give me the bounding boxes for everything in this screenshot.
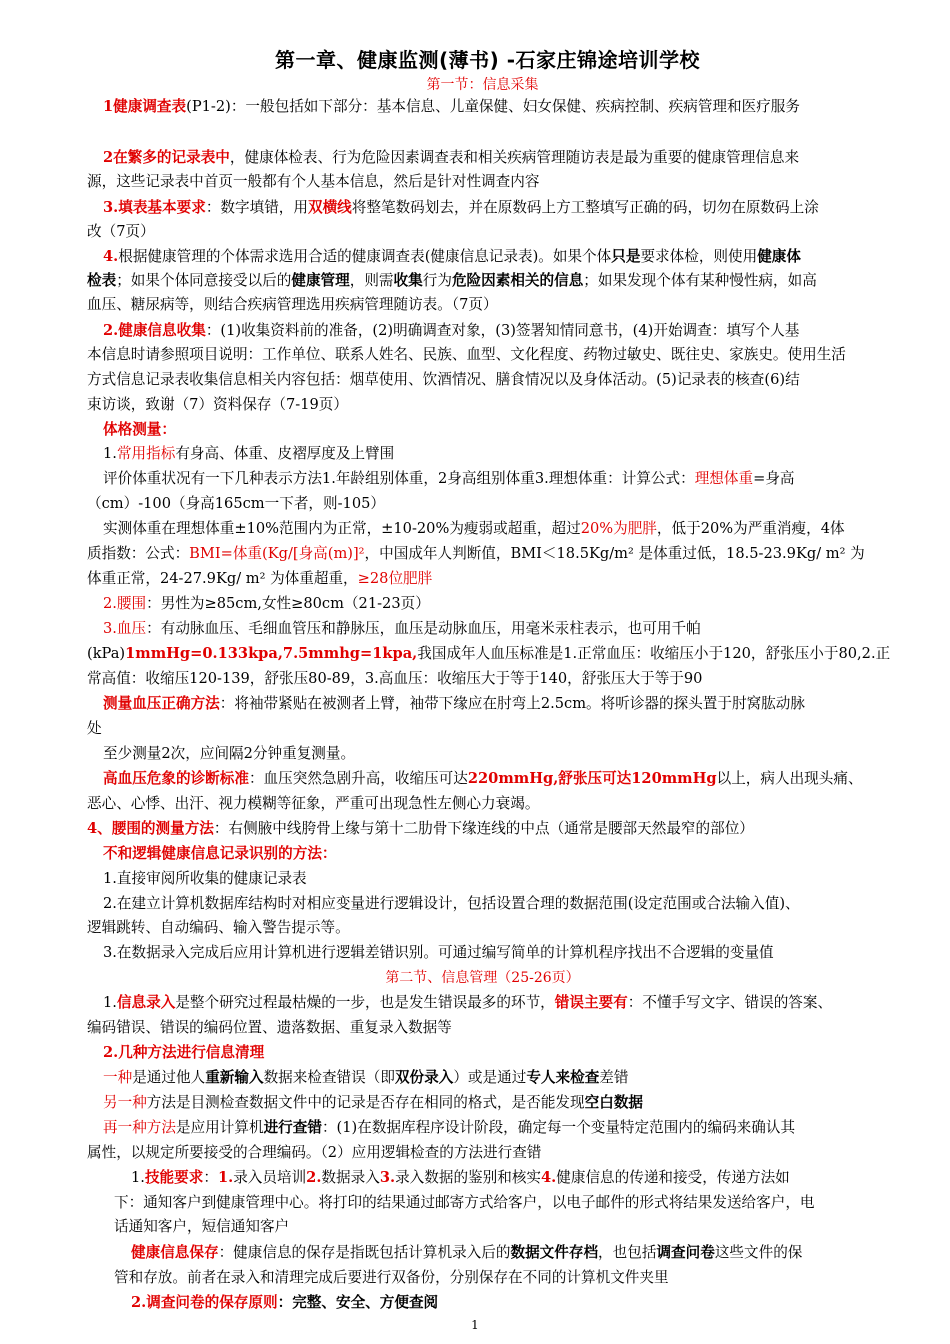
- paragraph-cleaning-method-3-line2: 属性，以规定所要接受的合理编码。（2）应用逻辑检查的方法进行查错: [87, 1144, 542, 1161]
- paragraph-health-survey: 1健康调查表(P1-2)：一般包括如下部分：基本信息、儿童保健、妇女保健、疾病控制、疾病管理和医疗服务: [103, 98, 800, 115]
- paragraph-data-entry-line1: 1.信息录入是整个研究过程最枯燥的一步，也是发生错误最多的环节，错误主要有：不懂手写文字、错误的答案、: [103, 994, 833, 1011]
- paragraph-select-form-line3: 血压、糖尿病等，则结合疾病管理选用疾病管理随访表。（7页）: [87, 296, 498, 313]
- paragraph-info-collect-line4: 束访谈，致谢（7）资料保存（7-19页）: [87, 396, 348, 413]
- paragraph-bp-method-line1: 测量血压正确方法：将袖带紧贴在被测者上臂，袖带下缘应在肘弯上2.5cm。将听诊器的探头置于肘窝肱动脉: [103, 695, 805, 712]
- paragraph-select-form-line2: 检表；如果个体同意接受以后的健康管理，则需收集行为危险因素相关的信息；如果发现个体有某种慢性病，如高: [87, 272, 817, 289]
- paragraph-fill-rules-line1: 3.填表基本要求：数字填错，用双横线将整笔数码划去，并在原数码上方工整填写正确的码，切勿在原数码上涂: [103, 199, 819, 216]
- paragraph-data-entry-line2: 编码错误、错误的编码位置、遗落数据、重复录入数据等: [87, 1019, 452, 1036]
- paragraph-info-collect-line2: 本信息时请参照项目说明：工作单位、联系人姓名、民族、血型、文化程度、药物过敏史、既往史、家族史。使用生活: [87, 346, 846, 363]
- paragraph-skills-line1: 1.技能要求：1.录入员培训2.数据录入3.录入数据的鉴别和核实4.健康信息的传递和接受，传递方法如: [131, 1169, 790, 1186]
- heading-illogical-records: 不和逻辑健康信息记录识别的方法：: [103, 845, 337, 862]
- paragraph-common-indicators: 1.常用指标有身高、体重、皮褶厚度及上臂围: [103, 445, 395, 462]
- paragraph-bmi-line1: 实测体重在理想体重±10%范围内为正常，±10-20%为瘦弱或超重，超过20%为肥胖，低于20%为严重消瘦，4体: [103, 520, 845, 537]
- paragraph-skills-line3: 话通知客户，短信通知客户: [114, 1218, 290, 1235]
- paragraph-hypertensive-crisis-line1: 高血压危象的诊断标准：血压突然急剧升高，收缩压可达220mmHg,舒张压可达120mmHg以上，病人出现头痛、: [103, 770, 863, 787]
- paragraph-fill-rules-line2: 改（7页）: [87, 223, 155, 240]
- paragraph-cleaning-method-2: 另一种方法是目测检查数据文件中的记录是否存在相同的格式，是否能发现空白数据: [103, 1094, 644, 1111]
- paragraph-info-collect-line3: 方式信息记录表收集信息相关内容包括：烟草使用、饮酒情况、膳食情况以及身体活动。(5)记录表的核查(6)结: [87, 371, 800, 388]
- section-heading-2: 第二节、信息管理（25-26页）: [385, 970, 580, 986]
- paragraph-bmi-line3: 体重正常，24-27.9Kg/ m² 为体重超重，≥28位肥胖: [87, 570, 433, 587]
- paragraph-blood-pressure-line1: 3.血压：有动脉血压、毛细血管压和静脉压，血压是动脉血压，用毫米汞柱表示，也可用千帕: [103, 620, 701, 637]
- paragraph-info-storage-line1: 健康信息保存：健康信息的保存是指既包括计算机录入后的数据文件存档，也包括调查问卷这些文件的保: [131, 1244, 803, 1261]
- paragraph-weight-eval-line1: 评价体重状况有一下几种表示方法1.年龄组别体重，2身高组别体重3.理想体重：计算公式：理想体重=身高: [103, 470, 795, 487]
- paragraph-info-storage-line2: 管和存放。前者在录入和清理完成后要进行双备份，分别保存在不同的计算机文件夹里: [114, 1269, 669, 1286]
- paragraph-weight-eval-line2: （cm）-100（身高165cm一下者，则-105）: [87, 495, 385, 512]
- paragraph-cleaning-method-1: 一种是通过他人重新输入数据来检查错误（即双份录入）或是通过专人来检查差错: [103, 1069, 629, 1086]
- paragraph-waist-method: 4、腰围的测量方法：右侧腋中线胯骨上缘与第十二肋骨下缘连线的中点（通常是腰部天然最窄的部位）: [87, 820, 754, 837]
- paragraph-cleaning-method-3-line1: 再一种方法是应用计算机进行查错：(1)在数据库程序设计阶段，确定每一个变量特定范围内的编码来确认其: [103, 1119, 796, 1136]
- paragraph-method-2-line2: 逻辑跳转、自动编码、输入警告提示等。: [87, 919, 350, 936]
- heading-physical-measure: 体格测量：: [103, 421, 176, 438]
- paragraph-waist: 2.腰围：男性为≥85cm,女性≥80cm（21-23页）: [103, 595, 430, 612]
- paragraph-bp-method-line2: 处: [87, 720, 102, 737]
- paragraph-method-3: 3.在数据录入完成后应用计算机进行逻辑差错识别。可通过编写简单的计算机程序找出不合逻辑的变量值: [103, 944, 774, 961]
- paragraph-hypertensive-crisis-line2: 恶心、心悸、出汗、视力模糊等征象，严重可出现急性左侧心力衰竭。: [87, 795, 540, 812]
- section-heading-1: 第一节：信息采集: [426, 77, 539, 93]
- paragraph-blood-pressure-line3: 常高值：收缩压120-139，舒张压80-89，3.高血压：收缩压大于等于140，舒张压大于等于90: [87, 670, 703, 687]
- paragraph-records-line1: 2在繁多的记录表中，健康体检表、行为危险因素调查表和相关疾病管理随访表是最为重要的健康管理信息来: [103, 149, 800, 166]
- paragraph-questionnaire-storage: 2.调查问卷的保存原则：完整、安全、方便查阅: [131, 1294, 439, 1311]
- heading-data-cleaning: 2.几种方法进行信息清理: [103, 1044, 265, 1061]
- page-number: 1: [471, 1318, 479, 1332]
- page-title: 第一章、健康监测(薄书) -石家庄锦途培训学校: [274, 48, 701, 72]
- paragraph-select-form-line1: 4.根据健康管理的个体需求选用合适的健康调查表(健康信息记录表)。如果个体只是要求体检，则使用健康体: [103, 248, 801, 265]
- paragraph-records-line2: 源，这些记录表中首页一般都有个人基本信息，然后是针对性调查内容: [87, 173, 540, 190]
- paragraph-blood-pressure-line2: (kPa)1mmHg=0.133kpa,7.5mmhg=1kpa,我国成年人血压标准是1.正常血压：收缩压小于120，舒张压小于80,2.正: [87, 645, 891, 662]
- paragraph-bmi-line2: 质指数：公式：BMI=体重(Kg/[身高(m)]²，中国成年人判断值，BMI＜18.5Kg/m² 是体重过低，18.5-23.9Kg/ m² 为: [87, 545, 865, 562]
- paragraph-method-2-line1: 2.在建立计算机数据库结构时对相应变量进行逻辑设计，包括设置合理的数据范围(设定范围或合法输入值)、: [103, 895, 800, 912]
- paragraph-bp-repeat: 至少测量2次，应间隔2分钟重复测量。: [103, 745, 356, 762]
- paragraph-skills-line2: 下：通知客户到健康管理中心。将打印的结果通过邮寄方式给客户，以电子邮件的形式将结果发送给客户，电: [114, 1194, 815, 1211]
- paragraph-method-1: 1.直接审阅所收集的健康记录表: [103, 870, 307, 887]
- paragraph-info-collect-line1: 2.健康信息收集：(1)收集资料前的准备，(2)明确调查对象，(3)签署知情同意书，(4)开始调查：填写个人基: [103, 322, 800, 339]
